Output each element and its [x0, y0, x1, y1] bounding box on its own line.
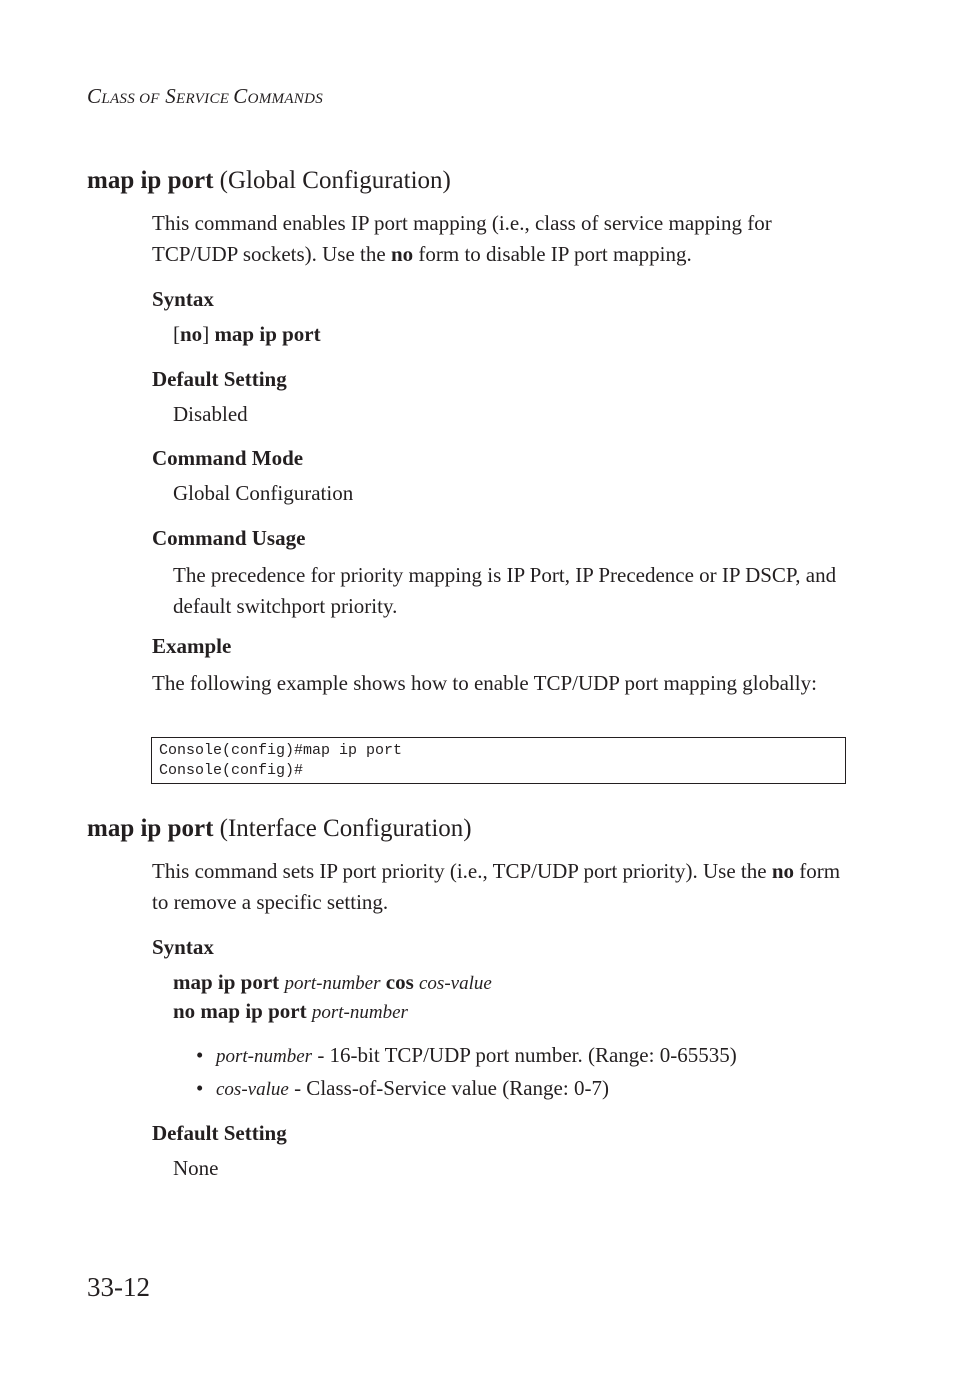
- section1-syntax-line: [173, 322, 321, 347]
- section1-mode-heading: Command Mode: [152, 446, 304, 470]
- section2-syntax-line-2: [173, 999, 408, 1024]
- section1-title-command: map ip port: [87, 167, 214, 194]
- section1-syntax-heading: Syntax: [152, 287, 214, 311]
- syntax1-cos-keyword: cos: [385, 970, 414, 994]
- section1-desc-keyword: no: [390, 242, 414, 266]
- section1-title-mode: (Global Configuration): [219, 167, 451, 194]
- section2-desc-part1: This command sets IP port priority (i.e., TCP/UDP port priority). Use the: [152, 859, 772, 883]
- syntax-no-keyword: no: [180, 322, 203, 346]
- section2-title-mode: (Interface Configuration): [219, 815, 472, 842]
- header-text-2: LASS: [101, 91, 140, 107]
- section1-usage-text: The precedence for priority mapping is IP Port, IP Precedence or IP DSCP, and default switchport priority.: [173, 563, 837, 618]
- page-number: 33-12: [87, 1272, 150, 1302]
- running-header: [87, 84, 323, 109]
- section1-default-value: Disabled: [173, 402, 248, 426]
- header-text-3: OF: [139, 91, 160, 107]
- header-text-4: S: [159, 84, 177, 108]
- section2-description: [152, 856, 852, 918]
- param-bullet-2: [196, 1076, 609, 1101]
- param-text-1: - 16-bit TCP/UDP port number. (Range: 0-65535): [312, 1043, 737, 1067]
- syntax-bracket-open: [: [173, 322, 180, 346]
- section1-default-heading: Default Setting: [152, 367, 287, 391]
- section2-default-value: None: [173, 1156, 219, 1180]
- section1-example-heading: Example: [152, 634, 232, 658]
- param-bullet-1: [196, 1043, 737, 1068]
- param-term-2: cos-value: [216, 1079, 289, 1100]
- section1-desc-part2: form to disable IP port mapping.: [413, 242, 692, 266]
- param-term-1: port-number: [216, 1046, 313, 1067]
- code-line-2: Console(config)#: [159, 762, 304, 779]
- header-text-6: C: [233, 84, 248, 108]
- syntax2-command: no map ip port: [173, 999, 307, 1023]
- syntax1-command: map ip port: [173, 970, 280, 994]
- section1-usage-heading: Command Usage: [152, 526, 306, 550]
- section1-mode-value: Global Configuration: [173, 481, 354, 505]
- syntax1-arg-cos: cos-value: [419, 973, 492, 994]
- bullet-dot: •: [196, 1076, 204, 1100]
- code-example-box: [151, 737, 846, 784]
- section2-title-command: map ip port: [87, 815, 214, 842]
- section1-title: [87, 167, 451, 195]
- syntax2-arg-port: port-number: [311, 1002, 408, 1023]
- section2-desc-keyword: no: [771, 859, 795, 883]
- syntax1-arg-port: port-number: [284, 973, 381, 994]
- section1-desc-part1: This command enables IP port mapping (i.e., class of service mapping for TCP/UDP sockets). Use the: [152, 211, 772, 266]
- bullet-dot: •: [196, 1043, 204, 1067]
- section2-title: [87, 815, 472, 843]
- section1-example-text: The following example shows how to enable TCP/UDP port mapping globally:: [152, 671, 817, 695]
- syntax-bracket-close: ]: [202, 322, 210, 346]
- section2-default-heading: Default Setting: [152, 1121, 287, 1145]
- section2-syntax-line-1: [173, 970, 492, 995]
- syntax-command: map ip port: [214, 322, 321, 346]
- header-text-1: C: [87, 84, 102, 108]
- section1-description: [152, 208, 852, 270]
- code-line-1: Console(config)#map ip port: [159, 742, 403, 759]
- section2-syntax-heading: Syntax: [152, 935, 214, 959]
- header-text-5: ERVICE: [176, 91, 234, 107]
- param-text-2: - Class-of-Service value (Range: 0-7): [288, 1076, 609, 1100]
- section2-desc-part2: form to remove a specific setting.: [152, 859, 841, 914]
- header-text-7: OMMANDS: [247, 91, 324, 107]
